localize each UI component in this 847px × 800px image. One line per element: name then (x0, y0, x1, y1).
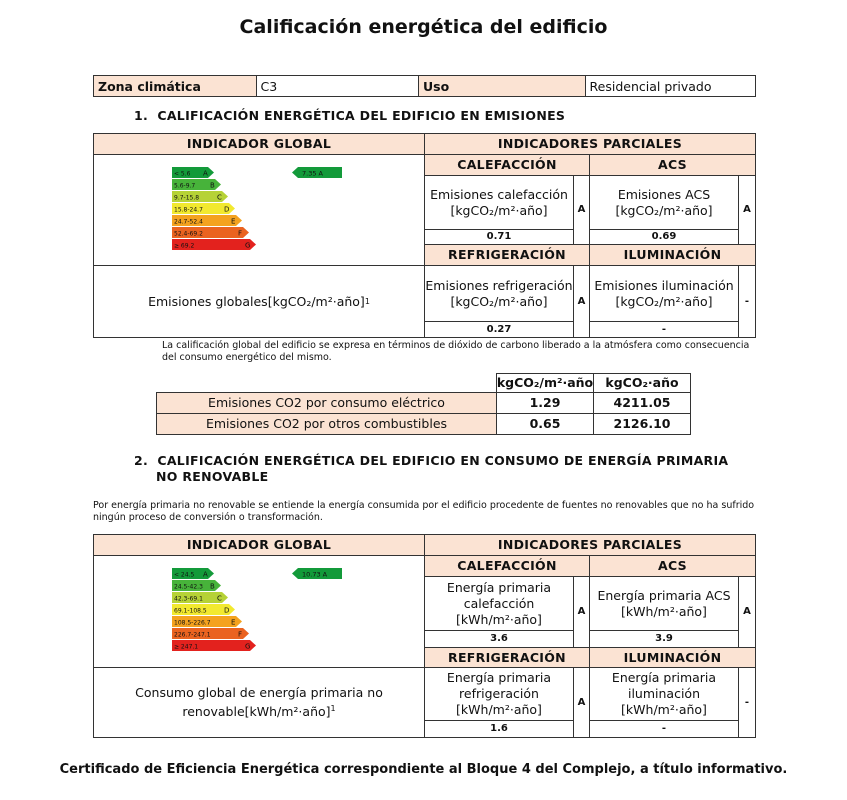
co2-col2-header: kgCO₂·año (593, 373, 691, 393)
section1-grid (93, 133, 756, 338)
section1-number: 1. (134, 108, 149, 123)
co2-row-value: 1.29 (496, 392, 594, 414)
s2-iluminacion-letter: - (738, 667, 756, 738)
s2-calefaccion-header: CALEFACCIÓN (424, 555, 590, 577)
s1-calefaccion-value: 0.71 (424, 229, 574, 245)
s1-calefaccion-letter: A (573, 175, 590, 245)
s1-rating-scale-cell (93, 154, 425, 266)
s1-scale-letter: E (231, 217, 236, 226)
s2-iluminacion-header: ILUMINACIÓN (589, 647, 756, 668)
s2-refrigeracion-header: REFRIGERACIÓN (424, 647, 590, 668)
section2-title-line2: NO RENOVABLE (156, 469, 269, 484)
s1-refrigeracion-value: 0.27 (424, 321, 574, 338)
s2-global-sup: 1 (330, 703, 336, 713)
s2-scale-range: ≥ 247.1 (174, 643, 199, 651)
co2-row-label: Emisiones CO2 por consumo eléctrico (156, 392, 497, 414)
s2-refrigeracion-value: 1.6 (424, 720, 574, 738)
page-title: Calificación energética del edificio (239, 16, 608, 38)
zona-value: C3 (257, 76, 420, 96)
s2-iluminacion-label: Energía primaria iluminación [kWh/m²·año] (589, 667, 739, 721)
s1-scale-letter: G (245, 241, 251, 250)
building-info-table (93, 75, 756, 97)
s1-scale-letter: B (210, 181, 215, 190)
s2-rating-value: 10.73 A (302, 570, 328, 579)
s2-calefaccion-value: 3.6 (424, 630, 574, 648)
s2-partial-header: INDICADORES PARCIALES (424, 534, 756, 556)
s2-acs-label: Energía primaria ACS [kWh/m²·año] (589, 576, 739, 631)
co2-row-value: 4211.05 (593, 392, 691, 414)
s2-global-label: Consumo global de energía primaria no renovable[kWh/m²·año] (135, 684, 383, 720)
co2-col1-header: kgCO₂/m²·año (496, 373, 594, 393)
s1-global-header: INDICADOR GLOBAL (93, 133, 425, 155)
s1-acs-value: 0.69 (589, 229, 739, 245)
section2-title-line1: CALIFICACIÓN ENERGÉTICA DEL EDIFICIO EN CONSUMO DE ENERGÍA PRIMARIA (157, 453, 729, 468)
s1-energy-scale (172, 167, 352, 257)
uso-label: Uso (419, 76, 586, 96)
s2-calefaccion-label: Energía primaria calefacción [kWh/m²·año] (424, 576, 574, 631)
s1-partial-header: INDICADORES PARCIALES (424, 133, 756, 155)
section1-title: CALIFICACIÓN ENERGÉTICA DEL EDIFICIO EN EMISIONES (157, 108, 566, 123)
zona-label: Zona climática (94, 76, 257, 96)
s2-scale-letter: G (245, 642, 251, 651)
s1-global-label: Emisiones globales[kgCO₂/m²·año] (148, 293, 365, 309)
s1-scale-range: 24.7-52.4 (174, 218, 203, 226)
s2-scale-range: 108.5-226.7 (174, 619, 211, 627)
s1-note: La calificación global del edificio se expresa en términos de dióxido de carbono liberado a la atmósfera como consecuencia del consumo energético del mismo. (162, 340, 750, 363)
s1-refrigeracion-label: Emisiones refrigeración [kgCO₂/m²·año] (424, 265, 574, 322)
s1-global-label-cell (93, 265, 425, 338)
section2-heading (134, 453, 794, 485)
s1-acs-label: Emisiones ACS [kgCO₂/m²·año] (589, 175, 739, 230)
s1-acs-header: ACS (589, 154, 756, 176)
s1-scale-range: < 5.6 (174, 170, 191, 178)
s1-iluminacion-label: Emisiones iluminación [kgCO₂/m²·año] (589, 265, 739, 322)
s2-scale-letter: C (217, 594, 222, 603)
s1-calefaccion-header: CALEFACCIÓN (424, 154, 590, 176)
s2-energy-scale (172, 568, 352, 658)
s1-scale-letter: D (224, 205, 230, 214)
uso-value: Residencial privado (589, 79, 712, 94)
s2-calefaccion-letter: A (573, 576, 590, 648)
s1-scale-letter: C (217, 193, 222, 202)
s1-global-sup: 1 (364, 296, 370, 306)
s2-acs-value: 3.9 (589, 630, 739, 648)
s1-rating-value: 7.35 A (302, 169, 323, 178)
s2-scale-range: 24.5-42.3 (174, 583, 203, 591)
s2-note: Por energía primaria no renovable se entiende la energía consumida por el edificio procedente de fuentes no renovables que no ha sufrido ningún proceso de conversión o transformación. (93, 500, 755, 523)
section2-grid (93, 534, 756, 738)
s2-acs-header: ACS (589, 555, 756, 577)
s1-iluminacion-letter: - (738, 265, 756, 338)
s1-scale-letter: F (238, 229, 243, 238)
s1-refrigeracion-letter: A (573, 265, 590, 338)
co2-row-label: Emisiones CO2 por otros combustibles (156, 413, 497, 435)
s1-scale-range: 52.4-69.2 (174, 230, 203, 238)
s2-rating-scale-cell (93, 555, 425, 668)
s2-scale-letter: D (224, 606, 230, 615)
s1-scale-range: 5.6-9.7 (174, 182, 196, 190)
footer-note: Certificado de Eficiencia Energética correspondiente al Bloque 4 del Complejo, a título informativo. (59, 762, 788, 777)
s2-iluminacion-value: - (589, 720, 739, 738)
s1-scale-range: 9.7-15.8 (174, 194, 200, 202)
s2-scale-letter: F (238, 630, 243, 639)
s1-scale-letter: A (203, 169, 208, 178)
s2-global-header: INDICADOR GLOBAL (93, 534, 425, 556)
s1-scale-range: ≥ 69.2 (174, 242, 195, 250)
s1-iluminacion-value: - (589, 321, 739, 338)
s2-scale-range: 42.3-69.1 (174, 595, 203, 603)
co2-table (156, 373, 691, 435)
s2-scale-range: < 24.5 (174, 571, 195, 579)
s2-scale-letter: A (203, 570, 208, 579)
section1-heading (134, 108, 565, 123)
s1-scale-range: 15.8-24.7 (174, 206, 203, 214)
s2-refrigeracion-letter: A (573, 667, 590, 738)
s2-scale-range: 69.1-108.5 (174, 607, 207, 615)
s2-refrigeracion-label: Energía primaria refrigeración [kWh/m²·año] (424, 667, 574, 721)
co2-row-value: 0.65 (496, 413, 594, 435)
s1-refrigeracion-header: REFRIGERACIÓN (424, 244, 590, 266)
s2-global-label-cell (93, 667, 425, 738)
s1-calefaccion-label: Emisiones calefacción [kgCO₂/m²·año] (424, 175, 574, 230)
s2-acs-letter: A (738, 576, 756, 648)
s1-iluminacion-header: ILUMINACIÓN (589, 244, 756, 266)
s1-acs-letter: A (738, 175, 756, 245)
section2-number: 2. (134, 453, 149, 468)
co2-row-value: 2126.10 (593, 413, 691, 435)
s2-scale-range: 226.7-247.1 (174, 631, 211, 639)
s2-scale-letter: E (231, 618, 236, 627)
s2-scale-letter: B (210, 582, 215, 591)
